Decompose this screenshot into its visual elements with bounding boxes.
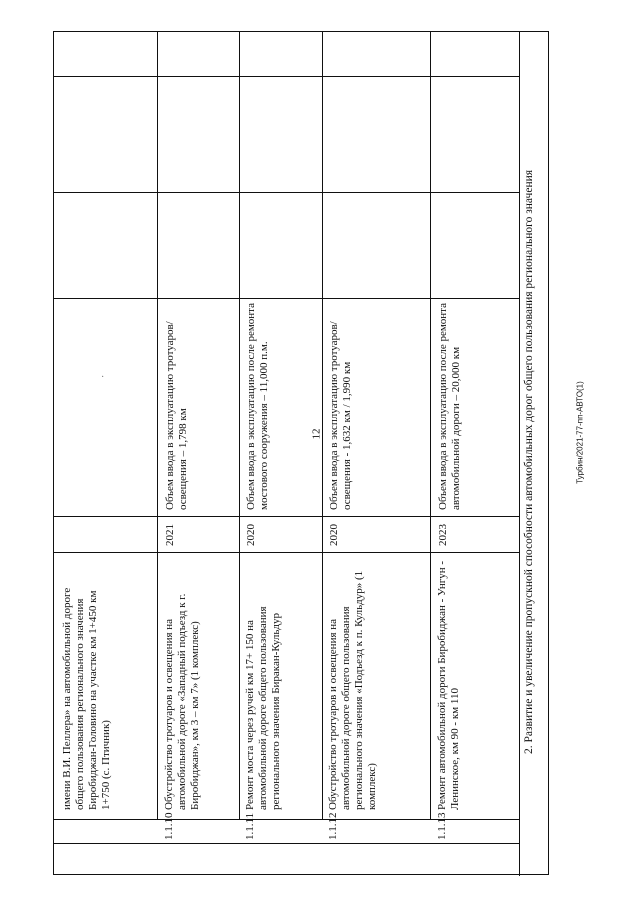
document-code: Турбин/2021-77-пп-АВТО(1) <box>575 381 585 484</box>
row-name-cell: Обустройство тротуаров и освещения на автомобильной дороге общего пользования регионального значения «Подъезд к п. Кульдур» (1 комплекс) <box>327 570 378 810</box>
section-divider <box>519 32 520 876</box>
row-number-cell: 1.1.11 <box>244 812 256 840</box>
row-year-cell: 2020 <box>328 524 340 546</box>
row-name-cell: имени В.И. Пеллера» на автомобильной дороге общего пользования регионального значения Биробиджан-Головино на участке км 1+450 км 1+750 (с. Птичник) <box>61 587 112 810</box>
column-divider <box>54 76 519 77</box>
row-divider <box>157 32 158 819</box>
row-divider <box>239 32 240 819</box>
column-divider <box>54 843 519 844</box>
row-name-cell: Ремонт моста через ручей км 17+ 150 на автомобильной дороге общего пользования регионального значения Биракан-Кульдур <box>244 606 282 810</box>
column-divider <box>54 552 519 553</box>
row-divider <box>430 32 431 819</box>
column-divider <box>54 298 519 299</box>
column-divider <box>54 516 519 517</box>
row-year-cell: 2023 <box>437 524 449 546</box>
column-divider <box>54 819 519 820</box>
column-divider <box>54 192 519 193</box>
section-heading: 2. Развитие и увеличение пропускной способности автомобильных дорог общего пользования регионального значения <box>523 169 535 754</box>
page-number: 12 <box>310 428 323 440</box>
row-year-cell: 2020 <box>245 524 257 546</box>
row-year-cell: 2021 <box>164 524 176 546</box>
row-result-cell: Объем ввода в эксплуатацию тротуаров/освещения – 1,798 км <box>164 321 189 510</box>
scan-dot: · <box>101 372 105 383</box>
row-number-cell: 1.1.12 <box>327 812 339 840</box>
row-divider <box>322 32 323 819</box>
row-result-cell: Объем ввода в эксплуатацию тротуаров/освещения - 1,632 км / 1,990 км <box>328 321 353 510</box>
row-name-cell: Ремонт автомобильной дороги Биробиджан - Унгун - Ленинское, км 90 - км 110 <box>436 560 461 810</box>
row-number-cell: 1.1.13 <box>436 812 448 840</box>
row-name-cell: Обустройство тротуаров и освещения на автомобильной дороге «Западный подъезд к г. Биробиджан», км 3 – км 7» (1 комплекс) <box>163 593 201 810</box>
row-result-cell: Объем ввода в эксплуатацию после ремонта мостового сооружения – 11,000 п.м. <box>245 302 270 510</box>
row-number-cell: 1.1.10 <box>163 812 175 840</box>
row-result-cell: Объем ввода в эксплуатацию после ремонта автомобильной дороги – 20,000 км <box>437 302 462 510</box>
rotated-table <box>53 31 549 875</box>
